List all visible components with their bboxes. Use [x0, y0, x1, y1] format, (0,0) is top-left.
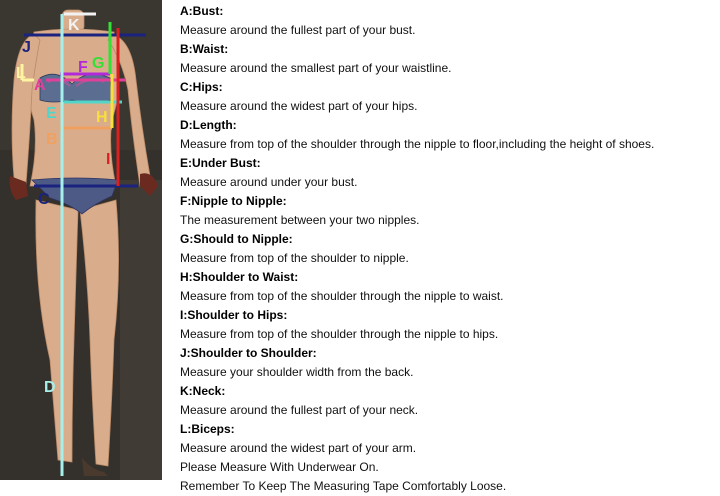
item-description: Measure around the smallest part of your waistline.	[180, 61, 452, 75]
label-l: L	[16, 65, 26, 82]
guide-item-shoulder-to-waist	[180, 268, 710, 306]
item-title: G:Should to Nipple:	[180, 232, 293, 246]
background-right-figure	[120, 180, 162, 480]
item-description: Measure around the fullest part of your bust.	[180, 23, 416, 37]
figure-illustration	[0, 0, 162, 480]
item-description: Measure from top of the shoulder through the nipple to floor,including the height of shoes.	[180, 137, 655, 151]
label-f: F	[78, 59, 88, 76]
item-description: Measure around the widest part of your hips.	[180, 99, 418, 113]
guide-item-shoulder-to-shoulder	[180, 344, 710, 382]
item-title: E:Under Bust:	[180, 156, 261, 170]
measurement-guide	[180, 2, 710, 496]
item-title: H:Shoulder to Waist:	[180, 270, 299, 284]
item-title: A:Bust:	[180, 4, 224, 18]
item-description: Measure around under your bust.	[180, 175, 358, 189]
label-k: K	[68, 17, 80, 34]
label-j: J	[22, 39, 31, 56]
guide-item-length	[180, 116, 710, 154]
item-description: Measure around the fullest part of your neck.	[180, 403, 419, 417]
measurement-figure	[0, 0, 162, 480]
guide-item-shoulder-to-hips	[180, 306, 710, 344]
item-title: D:Length:	[180, 118, 237, 132]
item-title: C:Hips:	[180, 80, 223, 94]
item-description: Measure from top of the shoulder to nipple.	[180, 251, 409, 265]
guide-item-shoulder-to-nipple	[180, 230, 710, 268]
item-description: Measure from top of the shoulder through the nipple to hips.	[180, 327, 499, 341]
item-description: Measure around the widest part of your arm.	[180, 441, 417, 455]
label-e: E	[46, 105, 57, 122]
guide-item-biceps	[180, 420, 710, 458]
item-title: K:Neck:	[180, 384, 226, 398]
guide-item-waist	[180, 40, 710, 78]
item-title: F:Nipple to Nipple:	[180, 194, 287, 208]
label-a: A	[34, 77, 46, 94]
label-h: H	[96, 109, 108, 126]
guide-item-bust	[180, 2, 710, 40]
label-i: I	[106, 151, 111, 168]
item-title: L:Biceps:	[180, 422, 235, 436]
note-underwear: Please Measure With Underwear On.	[180, 460, 379, 474]
label-b: B	[46, 131, 58, 148]
item-title: B:Waist:	[180, 42, 229, 56]
guide-item-hips	[180, 78, 710, 116]
label-c: C	[38, 191, 50, 208]
item-title: I:Shoulder to Hips:	[180, 308, 288, 322]
item-description: Measure your shoulder width from the back.	[180, 365, 414, 379]
item-description: Measure from top of the shoulder through the nipple to waist.	[180, 289, 504, 303]
item-description: The measurement between your two nipples.	[180, 213, 420, 227]
guide-item-under-bust	[180, 154, 710, 192]
guide-item-nipple-to-nipple	[180, 192, 710, 230]
guide-item-neck	[180, 382, 710, 420]
note-tape-loose: Remember To Keep The Measuring Tape Comfortably Loose.	[180, 479, 507, 493]
label-d: D	[44, 379, 56, 396]
item-title: J:Shoulder to Shoulder:	[180, 346, 317, 360]
label-g: G	[92, 55, 105, 72]
